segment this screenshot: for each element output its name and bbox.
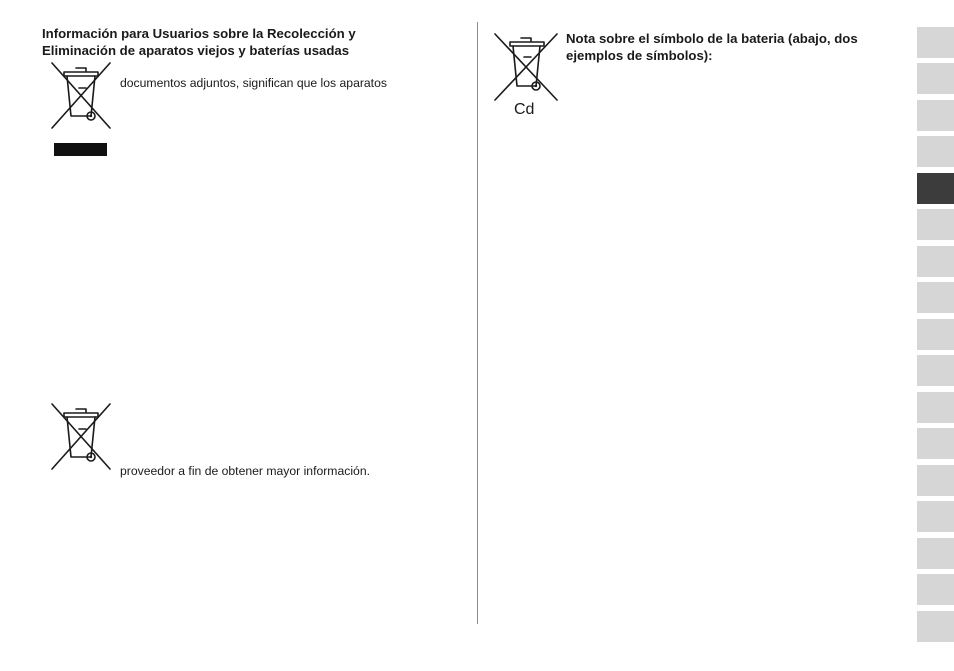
side-tab-11[interactable] bbox=[917, 392, 954, 423]
side-tab-3[interactable] bbox=[917, 100, 954, 131]
side-tab-8[interactable] bbox=[917, 282, 954, 313]
left-text-1: documentos adjuntos, significan que los aparatos bbox=[120, 76, 387, 90]
side-tab-5-active[interactable] bbox=[917, 173, 954, 204]
left-heading-line2: Eliminación de aparatos viejos y baterías usadas bbox=[42, 43, 350, 58]
side-tab-4[interactable] bbox=[917, 136, 954, 167]
side-tab-17[interactable] bbox=[917, 611, 954, 642]
side-tab-15[interactable] bbox=[917, 538, 954, 569]
crossed-out-wheelie-bin-icon bbox=[493, 32, 559, 102]
side-tab-10[interactable] bbox=[917, 355, 954, 386]
right-heading-line2: ejemplos de símbolos): bbox=[566, 48, 713, 63]
side-tab-13[interactable] bbox=[917, 465, 954, 496]
side-tab-1[interactable] bbox=[917, 27, 954, 58]
black-bar-mark bbox=[54, 143, 107, 156]
right-heading bbox=[566, 30, 858, 64]
side-tab-12[interactable] bbox=[917, 428, 954, 459]
side-tab-2[interactable] bbox=[917, 63, 954, 94]
crossed-out-wheelie-bin-icon bbox=[50, 60, 112, 130]
left-heading bbox=[42, 25, 356, 59]
side-tab-14[interactable] bbox=[917, 501, 954, 532]
side-tab-6[interactable] bbox=[917, 209, 954, 240]
side-tab-16[interactable] bbox=[917, 574, 954, 605]
side-tab-7[interactable] bbox=[917, 246, 954, 277]
side-tab-9[interactable] bbox=[917, 319, 954, 350]
column-divider bbox=[477, 22, 478, 624]
left-heading-line1: Información para Usuarios sobre la Recolección y bbox=[42, 26, 356, 41]
right-heading-line1: Nota sobre el símbolo de la bateria (abajo, dos bbox=[566, 31, 858, 46]
cd-chemical-symbol: Cd bbox=[514, 101, 535, 118]
crossed-out-wheelie-bin-icon bbox=[50, 401, 112, 471]
left-text-2: proveedor a fin de obtener mayor información. bbox=[120, 464, 370, 478]
